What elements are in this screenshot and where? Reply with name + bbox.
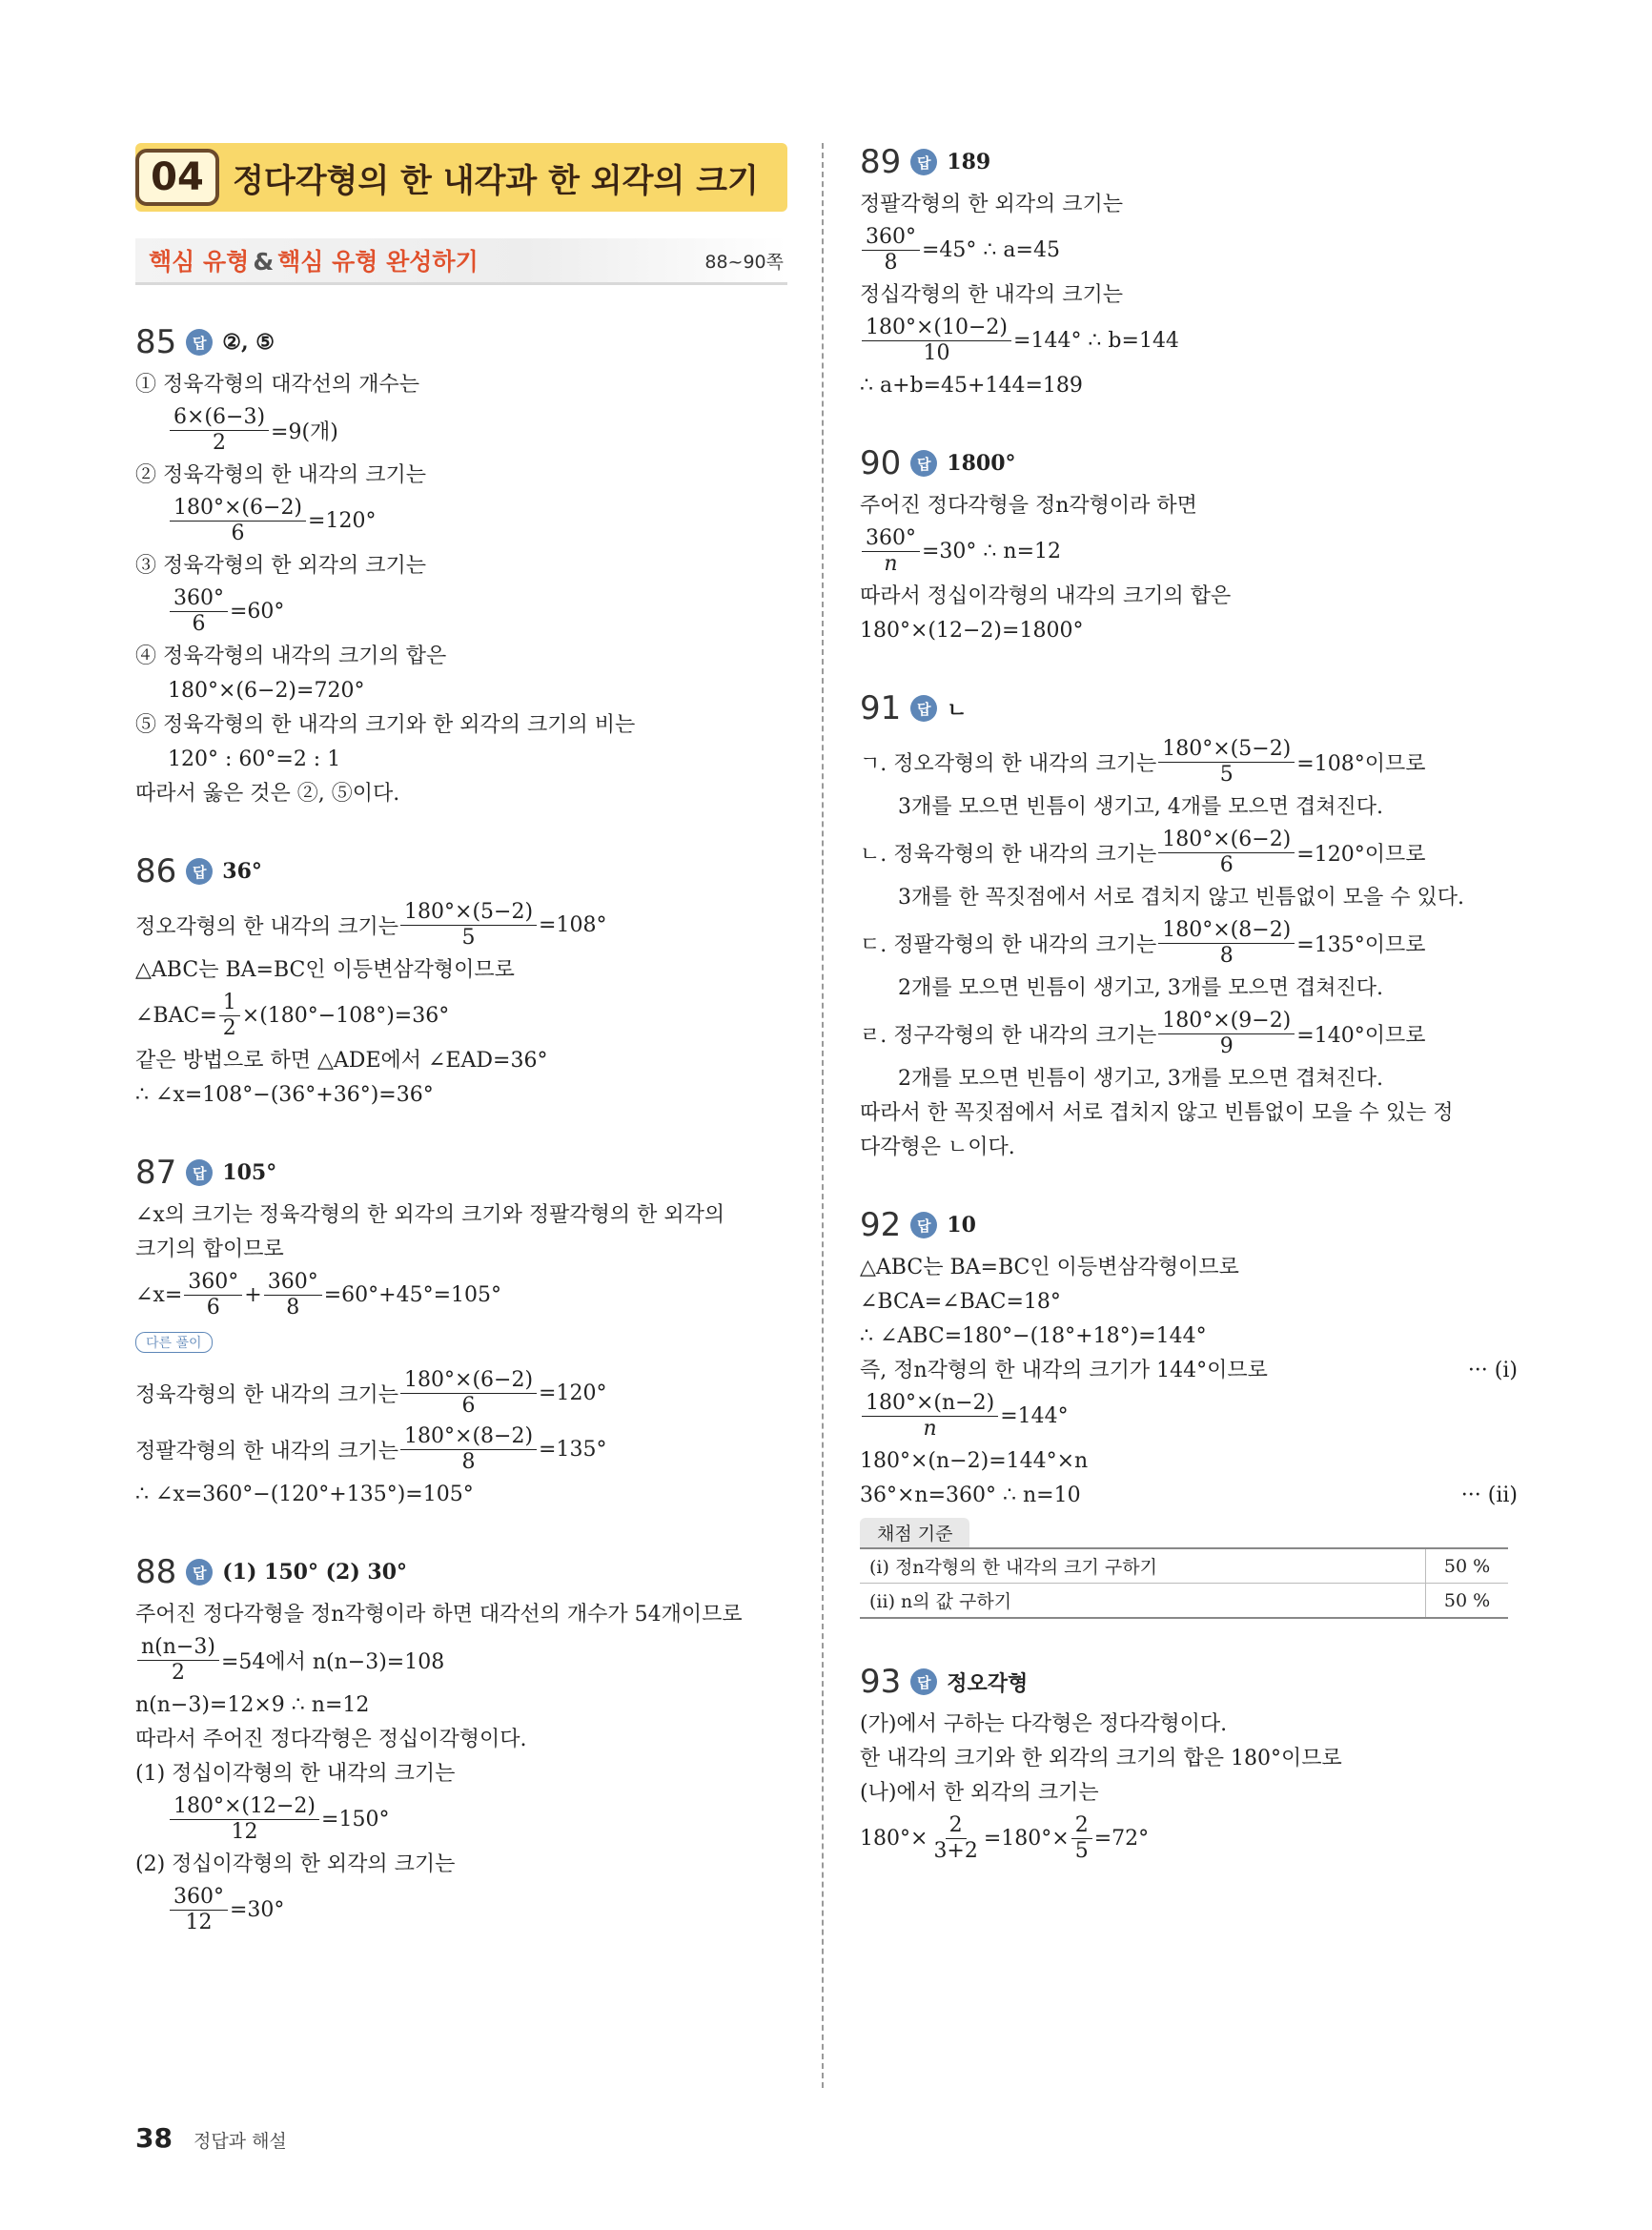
frac-num: 180°×(8−2) <box>1158 918 1295 944</box>
solution-line: 3개를 모으면 빈틈이 생기고, 4개를 모으면 겹쳐진다. <box>898 795 1383 819</box>
section-header <box>135 143 787 212</box>
frac-den: 10 <box>923 341 950 365</box>
solution-line: (나)에서 한 외각의 크기는 <box>860 1781 1099 1805</box>
answer-text: ②, ⑤ <box>222 330 275 355</box>
page-number: 38 <box>135 2122 173 2154</box>
problem-number: 90 <box>860 444 902 482</box>
eq-rest: =60°+45°=105° <box>323 1283 501 1307</box>
solution-line: ∴ ∠ABC=180°−(18°+18°)=144° <box>860 1324 1207 1348</box>
frac-num: 1 <box>219 991 240 1016</box>
answer-text: 36° <box>222 859 262 884</box>
equation <box>860 526 1518 577</box>
solution-line: 따라서 주어진 정다각형은 정십이각형이다. <box>135 1728 527 1751</box>
eq-rest: =30° <box>230 1898 285 1922</box>
alt-solution-label: 다른 풀이 <box>135 1332 213 1353</box>
solution-line: 같은 방법으로 하면 △ADE에서 ∠EAD=36° <box>135 1049 548 1073</box>
equation <box>135 1635 787 1686</box>
problem-87 <box>135 1154 787 1509</box>
eq-rest: =72° <box>1093 1827 1150 1851</box>
table-row <box>860 1584 1508 1619</box>
answer-badge: 답 <box>910 149 937 175</box>
equation <box>860 1813 1518 1864</box>
solution-line: 2개를 모으면 빈틈이 생기고, 3개를 모으면 겹쳐진다. <box>898 976 1383 1000</box>
equation <box>135 1885 787 1935</box>
problem-number: 93 <box>860 1663 902 1701</box>
step-tag: ··· (ii) <box>1460 1483 1518 1507</box>
frac-num: 360° <box>170 586 228 612</box>
equation <box>860 737 1518 788</box>
eq-lead: 정육각형의 한 내각의 크기는 <box>135 1383 399 1407</box>
solution-line: 주어진 정다각형을 정n각형이라 하면 <box>860 494 1197 518</box>
frac-den: 8 <box>1219 944 1234 968</box>
equation <box>135 586 787 637</box>
frac-num: 2 <box>1071 1813 1092 1839</box>
problem-88 <box>135 1553 787 1935</box>
solution-line: (1) 정십이각형의 한 내각의 크기는 <box>135 1762 456 1786</box>
eq-rest: =144° <box>1000 1404 1069 1428</box>
eq-lead: ㄱ. 정오각형의 한 내각의 크기는 <box>860 752 1157 776</box>
solution-line: (가)에서 구하는 다각형은 정다각형이다. <box>860 1712 1228 1736</box>
answer-badge: 답 <box>910 1212 937 1238</box>
solution-line: 따라서 정십이각형의 내각의 크기의 합은 <box>860 584 1232 608</box>
equation <box>860 225 1518 276</box>
frac-den: 8 <box>461 1450 476 1474</box>
frac-den: 5 <box>1219 763 1234 787</box>
problem-number: 87 <box>135 1154 177 1192</box>
right-column <box>860 143 1518 1908</box>
frac-den: 6 <box>206 1296 220 1320</box>
problem-85 <box>135 323 787 808</box>
equation <box>135 900 787 951</box>
solution-line: 다각형은 ㄴ이다. <box>860 1135 1015 1159</box>
frac-num: 180°×(9−2) <box>1158 1009 1295 1034</box>
eq-lead: 정팔각형의 한 내각의 크기는 <box>135 1440 399 1463</box>
solution-line: n(n−3)=12×9 ∴ n=12 <box>135 1693 370 1717</box>
frac-den: 5 <box>461 926 476 950</box>
equation <box>860 918 1518 969</box>
subheader-part-b: 핵심 유형 완성하기 <box>277 248 479 276</box>
frac-num: 180°×(6−2) <box>1158 828 1295 853</box>
equation <box>860 316 1518 366</box>
frac-den: 9 <box>1219 1034 1234 1058</box>
frac-num: 180°×(n−2) <box>862 1391 998 1417</box>
line-text: 즉, 정n각형의 한 내각의 크기가 144°이므로 <box>860 1359 1268 1382</box>
frac-den: 8 <box>884 251 898 275</box>
frac-num: 180°×(5−2) <box>1158 737 1295 763</box>
eq-rest: =120°이므로 <box>1296 843 1426 867</box>
eq-lead: ∠BAC= <box>135 1004 217 1028</box>
frac-num: 360° <box>862 225 920 251</box>
eq-rest: ×(180°−108°)=36° <box>241 1004 450 1028</box>
frac-den: 12 <box>231 1820 258 1844</box>
frac-den: n <box>884 552 898 576</box>
eq-lead: 180°× <box>860 1827 928 1851</box>
solution-line: 한 내각의 크기와 한 외각의 크기의 합은 180°이므로 <box>860 1747 1342 1770</box>
solution-line: 따라서 옳은 것은 ②, ⑤이다. <box>135 782 400 806</box>
frac-num: 360° <box>184 1270 242 1296</box>
solution-line: ∴ ∠x=360°−(120°+135°)=105° <box>135 1483 474 1506</box>
eq-rest: =120° <box>539 1381 607 1405</box>
subheader-pages: 88~90쪽 <box>704 251 784 273</box>
solution-line <box>860 1357 1518 1385</box>
solution-line: 크기의 합이므로 <box>135 1238 284 1261</box>
solution-line: ① 정육각형의 대각선의 개수는 <box>135 373 420 397</box>
eq-rest: =45° ∴ a=45 <box>922 238 1060 262</box>
answer-badge: 답 <box>186 329 213 356</box>
problem-91 <box>860 689 1518 1162</box>
equation <box>135 405 787 456</box>
rubric-table <box>860 1547 1508 1619</box>
solution-line: 180°×(n−2)=144°×n <box>860 1449 1089 1473</box>
answer-text: 10 <box>947 1213 976 1238</box>
eq-lead: ㄷ. 정팔각형의 한 내각의 크기는 <box>860 933 1157 957</box>
solution-line: ⑤ 정육각형의 한 내각의 크기와 한 외각의 크기의 비는 <box>135 713 636 737</box>
equation <box>135 1368 787 1419</box>
equation <box>135 1270 787 1320</box>
eq-mid: =180°× <box>983 1827 1070 1851</box>
problem-90 <box>860 444 1518 645</box>
rubric-criterion: (ii) n의 값 구하기 <box>860 1584 1426 1619</box>
answer-badge: 답 <box>910 695 937 722</box>
frac-den: 8 <box>286 1296 300 1320</box>
eq-rest: =150° <box>321 1808 390 1831</box>
eq-rest: =30° ∴ n=12 <box>922 540 1062 563</box>
answer-text: 105° <box>222 1160 277 1185</box>
equation <box>135 1794 787 1845</box>
solution-line: 120° : 60°=2 : 1 <box>168 747 341 771</box>
frac-num: 180°×(12−2) <box>170 1794 319 1820</box>
section-number: 04 <box>135 149 219 206</box>
rubric-title: 채점 기준 <box>860 1518 969 1547</box>
frac-den: 3+2 <box>933 1839 978 1863</box>
frac-den: n <box>923 1417 937 1441</box>
solution-line <box>860 1482 1518 1510</box>
frac-num: 180°×(6−2) <box>170 496 306 522</box>
frac-num: 360° <box>170 1885 228 1911</box>
line-text: 36°×n=360° ∴ n=10 <box>860 1483 1081 1507</box>
equation <box>860 828 1518 878</box>
left-column <box>135 143 787 1979</box>
frac-den: 2 <box>213 431 227 455</box>
subheader-bar <box>135 238 787 285</box>
frac-num: 180°×(5−2) <box>400 900 537 926</box>
subheader-part-a: 핵심 유형 <box>149 248 250 276</box>
eq-rest: =144° ∴ b=144 <box>1013 329 1179 353</box>
table-row <box>860 1548 1508 1584</box>
eq-rest: =54에서 n(n−3)=108 <box>220 1650 445 1674</box>
eq-lead: ㄹ. 정구각형의 한 내각의 크기는 <box>860 1024 1157 1048</box>
frac-num: 180°×(10−2) <box>862 316 1011 341</box>
footer-text: 정답과 해설 <box>193 2131 287 2152</box>
eq-rest: =120° <box>308 509 377 533</box>
equation <box>860 1009 1518 1059</box>
solution-line: ∠x의 크기는 정육각형의 한 외각의 크기와 정팔각형의 한 외각의 <box>135 1203 725 1227</box>
solution-line: (2) 정십이각형의 한 외각의 크기는 <box>135 1852 456 1876</box>
eq-lead: 정오각형의 한 내각의 크기는 <box>135 915 399 939</box>
solution-line: 주어진 정다각형을 정n각형이라 하면 대각선의 개수가 54개이므로 <box>135 1603 743 1626</box>
problem-92 <box>860 1206 1518 1619</box>
answer-badge: 답 <box>186 1559 213 1586</box>
solution-line: 정팔각형의 한 외각의 크기는 <box>860 193 1124 216</box>
solution-line: 180°×(12−2)=1800° <box>860 619 1084 643</box>
equation <box>135 496 787 546</box>
eq-rest: =60° <box>230 600 285 624</box>
answer-text: 189 <box>947 150 991 174</box>
problem-number: 85 <box>135 323 177 361</box>
solution-line: 2개를 모으면 빈틈이 생기고, 3개를 모으면 겹쳐진다. <box>898 1067 1383 1091</box>
solution-line: 180°×(6−2)=720° <box>168 679 365 703</box>
frac-den: 6 <box>1219 853 1234 877</box>
eq-lead: ㄴ. 정육각형의 한 내각의 크기는 <box>860 843 1157 867</box>
eq-lead: ∠x= <box>135 1283 183 1307</box>
problem-number: 88 <box>135 1553 177 1591</box>
solution-line: △ABC는 BA=BC인 이등변삼각형이므로 <box>135 958 515 982</box>
eq-rest: =9(개) <box>271 420 338 444</box>
frac-den: 5 <box>1074 1839 1089 1863</box>
answer-badge: 답 <box>186 1159 213 1186</box>
page-footer <box>135 2122 287 2154</box>
frac-num: 180°×(6−2) <box>400 1368 537 1394</box>
equation <box>860 1391 1518 1442</box>
solution-line: 3개를 한 꼭짓점에서 서로 겹치지 않고 빈틈없이 모을 수 있다. <box>898 886 1464 910</box>
frac-den: 2 <box>222 1016 236 1040</box>
eq-rest: =135°이므로 <box>1296 933 1426 957</box>
frac-den: 6 <box>192 612 206 636</box>
answer-text: 1800° <box>947 451 1016 476</box>
answer-badge: 답 <box>910 450 937 477</box>
rubric-points: 50 % <box>1426 1548 1509 1584</box>
eq-rest: =108° <box>539 913 607 937</box>
answer-text: ㄴ <box>947 697 968 723</box>
frac-num: n(n−3) <box>137 1635 219 1661</box>
eq-rest: =135° <box>539 1438 607 1462</box>
eq-rest: =108°이므로 <box>1296 752 1426 776</box>
solution-line: 따라서 한 꼭짓점에서 서로 겹치지 않고 빈틈없이 모을 수 있는 정 <box>860 1101 1454 1125</box>
frac-den: 6 <box>461 1394 476 1418</box>
problem-89 <box>860 143 1518 400</box>
frac-num: 6×(6−3) <box>170 405 269 431</box>
answer-text: 정오각형 <box>947 1670 1029 1696</box>
problem-number: 92 <box>860 1206 902 1244</box>
frac-num: 360° <box>264 1270 322 1296</box>
frac-den: 6 <box>231 522 245 545</box>
equation <box>135 991 787 1041</box>
frac-den: 2 <box>171 1661 185 1685</box>
subheader-title <box>135 243 479 277</box>
grading-rubric <box>860 1518 1518 1619</box>
solution-line: ② 정육각형의 한 내각의 크기는 <box>135 463 426 487</box>
answer-badge: 답 <box>186 858 213 885</box>
problem-number: 91 <box>860 689 902 727</box>
solution-line: ④ 정육각형의 내각의 크기의 합은 <box>135 644 447 668</box>
frac-num: 180°×(8−2) <box>400 1424 537 1450</box>
equation <box>135 1424 787 1475</box>
column-divider <box>822 143 824 2088</box>
subheader-amp: & <box>253 248 275 276</box>
solution-line: △ABC는 BA=BC인 이등변삼각형이므로 <box>860 1256 1239 1279</box>
frac-num: 360° <box>862 526 920 552</box>
solution-line: ∴ a+b=45+144=189 <box>860 374 1083 398</box>
solution-line: ∠BCA=∠BAC=18° <box>860 1290 1061 1314</box>
solution-line: 정십각형의 한 내각의 크기는 <box>860 283 1124 307</box>
answer-text: (1) 150° (2) 30° <box>222 1560 408 1585</box>
problem-86 <box>135 852 787 1110</box>
section-title: 정다각형의 한 내각과 한 외각의 크기 <box>233 161 759 200</box>
solution-line: ③ 정육각형의 한 외각의 크기는 <box>135 554 426 578</box>
rubric-points: 50 % <box>1426 1584 1509 1619</box>
problem-number: 86 <box>135 852 177 890</box>
eq-rest: =140°이므로 <box>1296 1024 1426 1048</box>
step-tag: ··· (i) <box>1467 1359 1518 1382</box>
eq-plus: + <box>244 1283 262 1307</box>
problem-number: 89 <box>860 143 902 181</box>
solution-line: ∴ ∠x=108°−(36°+36°)=36° <box>135 1083 434 1107</box>
answer-badge: 답 <box>910 1668 937 1695</box>
rubric-criterion: (i) 정n각형의 한 내각의 크기 구하기 <box>860 1548 1426 1584</box>
frac-den: 12 <box>185 1911 213 1934</box>
problem-93 <box>860 1663 1518 1864</box>
frac-num: 2 <box>946 1813 967 1839</box>
